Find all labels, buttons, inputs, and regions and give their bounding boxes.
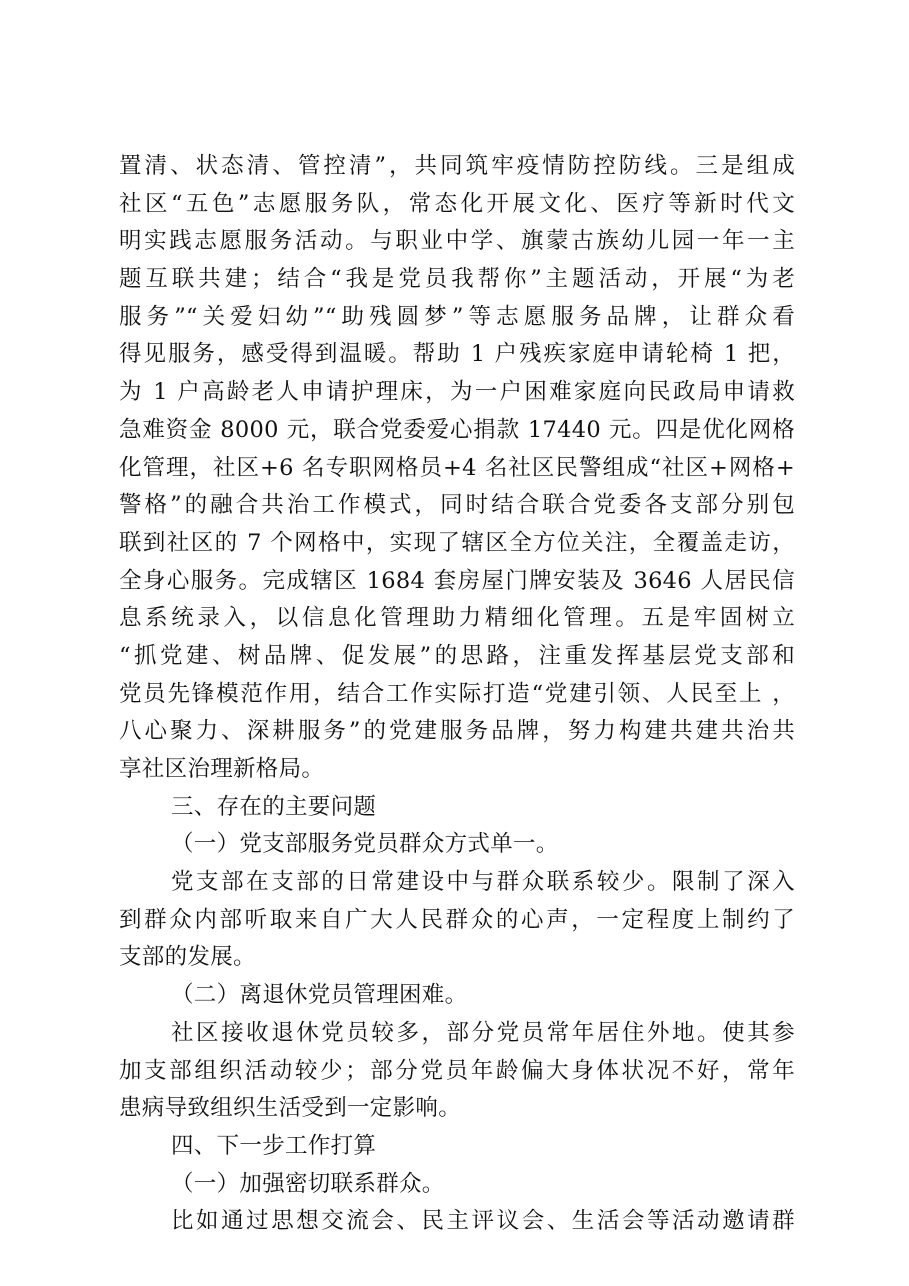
text-line: 明实践志愿服务活动。与职业中学、旗蒙古族幼儿园一年一主 bbox=[119, 228, 795, 255]
text-line: 服务”“关爱妇幼”“助残圆梦”等志愿服务品牌，让群众看 bbox=[119, 303, 795, 330]
text-line: 党员先锋模范作用，结合工作实际打造“党建引领、人民至上 ， bbox=[119, 680, 795, 707]
text-line: 为 1 户高龄老人申请护理床，为一户困难家庭向民政局申请救 bbox=[119, 379, 795, 406]
text-line: 八心聚力、深耕服务”的党建服务品牌，努力构建共建共治共 bbox=[119, 718, 795, 745]
text-line: 得见服务，感受得到温暖。帮助 1 户残疾家庭申请轮椅 1 把， bbox=[119, 341, 795, 368]
text-line: 到群众内部听取来自广大人民群众的心声，一定程度上制约了 bbox=[119, 906, 795, 933]
text-line: 享社区治理新格局。 bbox=[119, 756, 325, 782]
text-line: 息系统录入，以信息化管理助力精细化管理。五是牢固树立 bbox=[119, 605, 795, 632]
text-line: 警格”的融合共治工作模式，同时结合联合党委各支部分别包 bbox=[119, 492, 795, 519]
text-line: “抓党建、树品牌、促发展”的思路，注重发挥基层党支部和 bbox=[119, 642, 795, 669]
section-heading-3: 三、存在的主要问题 bbox=[171, 793, 377, 820]
text-line: 党支部在支部的日常建设中与群众联系较少。限制了深入 bbox=[171, 869, 795, 896]
text-line: 比如通过思想交流会、民主评议会、生活会等活动邀请群 bbox=[171, 1208, 795, 1235]
text-line: 社区接收退休党员较多，部分党员常年居住外地。使其参 bbox=[171, 1019, 795, 1046]
text-line: 加支部组织活动较少；部分党员年龄偏大身体状况不好，常年 bbox=[119, 1057, 795, 1084]
section-heading-4: 四、下一步工作打算 bbox=[171, 1132, 377, 1159]
text-line: 置清、状态清、管控清”，共同筑牢疫情防控防线。三是组成 bbox=[119, 153, 795, 179]
text-line: 化管理，社区+6 名专职网格员+4 名社区民警组成“社区+网格+ bbox=[119, 454, 795, 481]
text-line: 题互联共建；结合“我是党员我帮你”主题活动，开展“为老 bbox=[119, 266, 795, 293]
subsection-heading-3-2: （二）离退休党员管理困难。 bbox=[171, 982, 468, 1009]
text-line: 全身心服务。完成辖区 1684 套房屋门牌安装及 3646 人居民信 bbox=[119, 567, 795, 594]
text-line: 急难资金 8000 元，联合党委爱心捐款 17440 元。四是优化网格 bbox=[119, 416, 795, 443]
subsection-heading-3-1: （一）党支部服务党员群众方式单一。 bbox=[171, 831, 559, 858]
text-line: 社区“五色”志愿服务队，常态化开展文化、医疗等新时代文 bbox=[119, 190, 795, 217]
text-line: 联到社区的 7 个网格中，实现了辖区全方位关注，全覆盖走访， bbox=[119, 529, 795, 556]
text-line: 患病导致组织生活受到一定影响。 bbox=[119, 1095, 462, 1122]
body-text bbox=[119, 148, 795, 1241]
text-line: 支部的发展。 bbox=[119, 944, 256, 971]
subsection-heading-4-1: （一）加强密切联系群众。 bbox=[171, 1170, 445, 1197]
